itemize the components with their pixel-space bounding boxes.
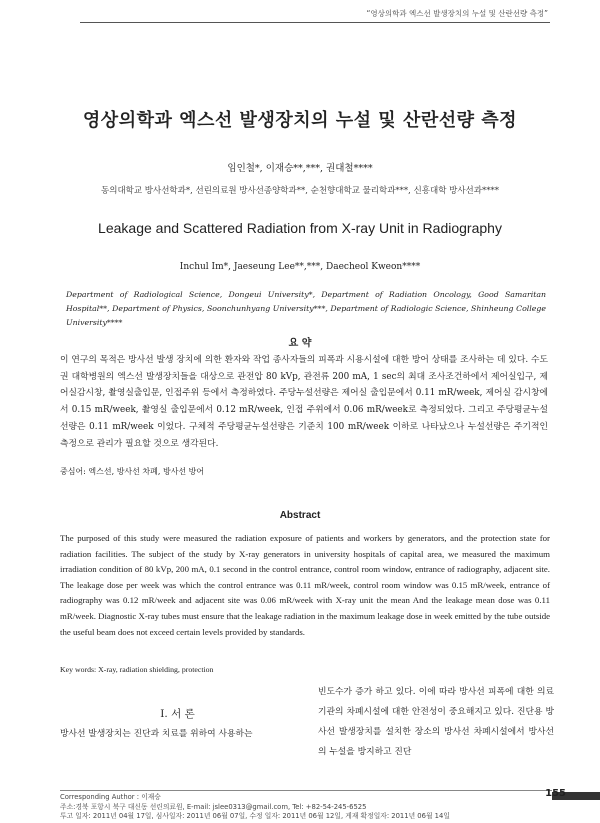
affiliations-korean: 동의대학교 방사선학과*, 선린의료원 방사선종양학과**, 순천향대학교 물리학과***, 신흥대학 방사선과****: [101, 186, 499, 196]
authors-korean: 임인철*, 이재승**,***, 권대철****: [227, 163, 373, 174]
keywords-korean: 중심어: 엑스선, 방사선 차폐, 방사선 방어: [60, 467, 205, 476]
footer-corresponding-author: Corresponding Author : 이재승: [60, 793, 161, 801]
introduction-left-column: [60, 700, 295, 744]
keywords-english: Key words: X-ray, radiation shielding, protection: [60, 665, 214, 674]
affiliations-english: Department of Radiological Science, Dongeui University*, Department of Radiation Oncology, Good Samaritan Hospital**, Department of Physics, Soonchunhyang University***, Department of Radiologic Science, Shinheung College University****: [66, 290, 546, 327]
title-korean: 영상의학과 엑스선 발생장치의 누설 및 산란선량 측정: [82, 110, 518, 131]
abstract-korean-body: 이 연구의 목적은 방사선 발생 장치에 의한 환자와 작업 종사자들의 피폭과 시용시설에 대한 방어 상태를 조사하는 데 있다. 수도권 대학병원의 엑스선 발생장치들을 대상으로 관전압 80 kVp, 관전류 200 mA, 1 sec의 최대 조사조건하에서 제어실입구, 제어실감시창, 촬영실출입문, 인접주위 등에서 측정하였다. 주당누설선량은 제어실 출입문에서 0.11 mR/week, 제어실 감시창에서 0.15 mR/week, 촬영실 출입문에서 0.12 mR/week, 인접 주위에서 0.06 mR/week로 측정되었다. 그리고 주당평균누설선량은 0.11 mR/week 이었다. 구체적 주당평균누설선량은 기준치 100 mR/week 이하로 나타났으나 누설선량은 주기적인 측정으로 관리가 필요할 것으로 생각된다.: [60, 355, 548, 449]
footer-rule: [60, 790, 552, 791]
authors-english: Inchul Im*, Jaeseung Lee**,***, Daecheol Kweon****: [179, 262, 421, 272]
abstract-english-heading: Abstract: [279, 510, 321, 521]
footer-notes: [60, 793, 552, 822]
title-english: Leakage and Scattered Radiation from X-ray Unit in Radiography: [98, 220, 502, 236]
abstract-korean-heading: 요 약: [288, 338, 312, 349]
introduction-left-text: 방사선 발생장치는 진단과 치료를 위하여 사용하는: [60, 729, 253, 739]
header-rule: [80, 22, 550, 23]
running-head: “영상의학과 엑스선 발생장치의 누설 및 산란선량 측정”: [366, 9, 548, 18]
abstract-english-body: The purposed of this study were measured the radiation exposure of patients and workers by generators, and the protection state for radiation facilities. The subject of the study by X-ray generators in university hospitals of capital area, we measured the maximum irradiation condition of 80 kVp, 200 mA, 0.1 second in the control entrance, control room window, entrance of radiography, adjacent site. The leakage dose per week was which the control entrance was 0.11 mR/week, control room window was 0.15 mR/week, entrance of radiography was 0.12 mR/week and adjacent site was 0.06 mR/week with X-ray unit the mean And the leakage mean dose was 0.11 mR/week. Diagnostic X-ray tubes must ensure that the leakage radiation in the maximum leakage dose in week emitted by the tube outside the useful beam does not exceed certain levels provided by standards.: [60, 533, 550, 637]
section-heading-introduction: I. 서 론: [160, 708, 195, 720]
footer-address: 주소:경북 포항시 북구 대신동 선린의료원, E-mail: jslee0313@gmail.com, Tel: +82-54-245-6525: [60, 802, 367, 811]
page-number: 155: [545, 788, 566, 799]
footer-dates: 투고 일자: 2011년 04월 17일, 심사일자: 2011년 06월 07일, 수정 일자: 2011년 06월 12일, 게재 확정일자: 2011년 06월 14일: [60, 812, 450, 821]
introduction-right-text: 빈도수가 증가 하고 있다. 이에 따라 방사선 피폭에 대한 의료기관의 차폐시설에 대한 안전성이 중요해지고 있다. 진단용 방사선 발생장치를 설치한 장소의 방사선 차폐시설에서 방사선의 누설을 방지하고 진단: [318, 687, 554, 757]
